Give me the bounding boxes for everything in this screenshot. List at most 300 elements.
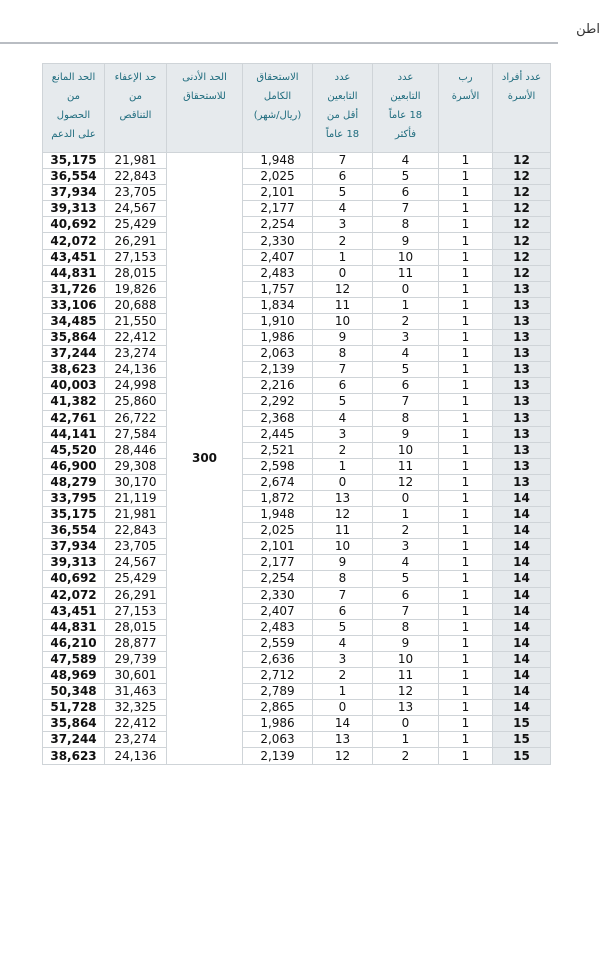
cell-family-members: 12	[493, 201, 551, 217]
cell-dependents-18-plus: 0	[373, 490, 439, 506]
cell-full-entitlement: 2,483	[243, 619, 313, 635]
cell-decrease-exemption: 23,705	[105, 185, 167, 201]
cell-decrease-exemption: 24,136	[105, 748, 167, 764]
cell-support-cutoff: 41,382	[43, 394, 105, 410]
cell-support-cutoff: 42,761	[43, 410, 105, 426]
table-row	[43, 217, 551, 233]
cell-decrease-exemption: 23,274	[105, 346, 167, 362]
cell-dependents-under-18: 0	[313, 265, 373, 281]
table-row	[43, 346, 551, 362]
cell-family-members: 13	[493, 362, 551, 378]
cell-support-cutoff: 34,485	[43, 313, 105, 329]
cell-family-head: 1	[439, 394, 493, 410]
cell-family-head: 1	[439, 346, 493, 362]
cell-family-head: 1	[439, 571, 493, 587]
table-row	[43, 458, 551, 474]
header-min-entitlement: الحد الأدنى للاستحقاق	[167, 64, 243, 153]
cell-family-members: 14	[493, 571, 551, 587]
cell-full-entitlement: 2,063	[243, 732, 313, 748]
cell-dependents-18-plus: 3	[373, 539, 439, 555]
cell-family-members: 13	[493, 346, 551, 362]
cell-support-cutoff: 38,623	[43, 362, 105, 378]
cell-decrease-exemption: 26,291	[105, 587, 167, 603]
cell-decrease-exemption: 26,291	[105, 233, 167, 249]
cell-dependents-under-18: 11	[313, 297, 373, 313]
cell-decrease-exemption: 27,584	[105, 426, 167, 442]
cell-dependents-18-plus: 8	[373, 619, 439, 635]
cell-full-entitlement: 1,757	[243, 281, 313, 297]
cell-family-head: 1	[439, 523, 493, 539]
cell-full-entitlement: 1,872	[243, 490, 313, 506]
table-row	[43, 507, 551, 523]
table-row	[43, 539, 551, 555]
cell-full-entitlement: 1,948	[243, 153, 313, 169]
cell-support-cutoff: 44,831	[43, 265, 105, 281]
cell-support-cutoff: 47,589	[43, 651, 105, 667]
cell-family-head: 1	[439, 458, 493, 474]
cell-family-head: 1	[439, 249, 493, 265]
table-row	[43, 571, 551, 587]
table-row	[43, 700, 551, 716]
cell-support-cutoff: 48,969	[43, 668, 105, 684]
cell-family-members: 13	[493, 474, 551, 490]
header-partial-word: اطن	[576, 22, 600, 37]
cell-dependents-18-plus: 2	[373, 313, 439, 329]
cell-dependents-under-18: 3	[313, 651, 373, 667]
cell-support-cutoff: 40,692	[43, 571, 105, 587]
cell-dependents-under-18: 8	[313, 571, 373, 587]
cell-dependents-under-18: 9	[313, 555, 373, 571]
table-row	[43, 233, 551, 249]
table-row	[43, 716, 551, 732]
cell-dependents-18-plus: 0	[373, 716, 439, 732]
cell-family-head: 1	[439, 265, 493, 281]
cell-family-head: 1	[439, 587, 493, 603]
table-row	[43, 490, 551, 506]
cell-dependents-18-plus: 9	[373, 233, 439, 249]
cell-decrease-exemption: 24,998	[105, 378, 167, 394]
cell-support-cutoff: 42,072	[43, 233, 105, 249]
header-dependents-under-18: عدد التابعين أقل من 18 عاماً	[313, 64, 373, 153]
cell-family-head: 1	[439, 313, 493, 329]
cell-full-entitlement: 2,789	[243, 684, 313, 700]
cell-dependents-under-18: 0	[313, 700, 373, 716]
cell-family-head: 1	[439, 330, 493, 346]
cell-dependents-18-plus: 5	[373, 362, 439, 378]
cell-family-head: 1	[439, 555, 493, 571]
cell-dependents-under-18: 4	[313, 201, 373, 217]
cell-decrease-exemption: 24,136	[105, 362, 167, 378]
cell-full-entitlement: 2,063	[243, 346, 313, 362]
table-row	[43, 603, 551, 619]
cell-full-entitlement: 2,177	[243, 201, 313, 217]
cell-support-cutoff: 44,141	[43, 426, 105, 442]
table-row	[43, 185, 551, 201]
cell-support-cutoff: 46,900	[43, 458, 105, 474]
cell-decrease-exemption: 23,274	[105, 732, 167, 748]
cell-decrease-exemption: 25,429	[105, 571, 167, 587]
table-row	[43, 297, 551, 313]
cell-family-members: 14	[493, 635, 551, 651]
cell-family-head: 1	[439, 474, 493, 490]
cell-dependents-under-18: 7	[313, 153, 373, 169]
cell-full-entitlement: 1,986	[243, 716, 313, 732]
cell-dependents-under-18: 1	[313, 249, 373, 265]
cell-support-cutoff: 35,864	[43, 330, 105, 346]
cell-family-head: 1	[439, 378, 493, 394]
cell-dependents-under-18: 14	[313, 716, 373, 732]
cell-support-cutoff: 33,106	[43, 297, 105, 313]
cell-family-members: 14	[493, 603, 551, 619]
cell-dependents-under-18: 2	[313, 233, 373, 249]
cell-family-members: 14	[493, 700, 551, 716]
cell-support-cutoff: 33,795	[43, 490, 105, 506]
header-divider	[0, 42, 558, 44]
cell-min-entitlement: 300	[167, 153, 243, 765]
cell-dependents-18-plus: 9	[373, 426, 439, 442]
cell-dependents-under-18: 4	[313, 635, 373, 651]
cell-family-head: 1	[439, 507, 493, 523]
cell-family-members: 12	[493, 169, 551, 185]
cell-family-members: 13	[493, 410, 551, 426]
cell-family-head: 1	[439, 426, 493, 442]
cell-dependents-18-plus: 10	[373, 651, 439, 667]
cell-family-members: 13	[493, 378, 551, 394]
header-family-head: رب الأسرة	[439, 64, 493, 153]
cell-dependents-under-18: 5	[313, 394, 373, 410]
cell-full-entitlement: 2,330	[243, 233, 313, 249]
cell-full-entitlement: 2,025	[243, 523, 313, 539]
cell-family-head: 1	[439, 716, 493, 732]
cell-decrease-exemption: 21,981	[105, 153, 167, 169]
cell-dependents-18-plus: 12	[373, 684, 439, 700]
cell-family-head: 1	[439, 201, 493, 217]
table-row	[43, 684, 551, 700]
cell-dependents-18-plus: 9	[373, 635, 439, 651]
cell-support-cutoff: 40,003	[43, 378, 105, 394]
cell-dependents-under-18: 11	[313, 523, 373, 539]
cell-family-members: 14	[493, 523, 551, 539]
cell-decrease-exemption: 23,705	[105, 539, 167, 555]
cell-support-cutoff: 39,313	[43, 555, 105, 571]
cell-decrease-exemption: 21,981	[105, 507, 167, 523]
cell-dependents-under-18: 12	[313, 748, 373, 764]
table-row	[43, 410, 551, 426]
cell-support-cutoff: 36,554	[43, 523, 105, 539]
cell-full-entitlement: 1,834	[243, 297, 313, 313]
cell-family-head: 1	[439, 635, 493, 651]
cell-support-cutoff: 44,831	[43, 619, 105, 635]
cell-decrease-exemption: 27,153	[105, 603, 167, 619]
cell-decrease-exemption: 25,860	[105, 394, 167, 410]
header-support-cutoff: الحد المانع من الحصول على الدعم	[43, 64, 105, 153]
cell-family-members: 13	[493, 281, 551, 297]
table-row	[43, 313, 551, 329]
cell-family-head: 1	[439, 700, 493, 716]
cell-dependents-18-plus: 6	[373, 185, 439, 201]
cell-family-head: 1	[439, 281, 493, 297]
cell-family-members: 14	[493, 651, 551, 667]
cell-dependents-under-18: 13	[313, 490, 373, 506]
cell-full-entitlement: 2,101	[243, 539, 313, 555]
table-row	[43, 201, 551, 217]
cell-decrease-exemption: 28,446	[105, 442, 167, 458]
cell-dependents-under-18: 2	[313, 668, 373, 684]
cell-dependents-18-plus: 10	[373, 442, 439, 458]
table-row	[43, 619, 551, 635]
cell-family-members: 12	[493, 217, 551, 233]
cell-dependents-18-plus: 13	[373, 700, 439, 716]
cell-support-cutoff: 46,210	[43, 635, 105, 651]
cell-support-cutoff: 37,244	[43, 346, 105, 362]
cell-support-cutoff: 51,728	[43, 700, 105, 716]
cell-full-entitlement: 2,712	[243, 668, 313, 684]
cell-family-members: 14	[493, 539, 551, 555]
cell-family-head: 1	[439, 169, 493, 185]
cell-dependents-18-plus: 1	[373, 507, 439, 523]
table-row	[43, 281, 551, 297]
cell-dependents-18-plus: 4	[373, 555, 439, 571]
cell-decrease-exemption: 29,739	[105, 651, 167, 667]
cell-decrease-exemption: 28,015	[105, 265, 167, 281]
cell-dependents-under-18: 0	[313, 474, 373, 490]
cell-full-entitlement: 2,216	[243, 378, 313, 394]
cell-support-cutoff: 35,864	[43, 716, 105, 732]
cell-decrease-exemption: 28,015	[105, 619, 167, 635]
cell-dependents-under-18: 6	[313, 378, 373, 394]
cell-support-cutoff: 43,451	[43, 603, 105, 619]
cell-family-head: 1	[439, 539, 493, 555]
table-row	[43, 668, 551, 684]
cell-dependents-under-18: 10	[313, 313, 373, 329]
cell-family-members: 13	[493, 297, 551, 313]
cell-support-cutoff: 42,072	[43, 587, 105, 603]
cell-full-entitlement: 1,948	[243, 507, 313, 523]
cell-dependents-under-18: 4	[313, 410, 373, 426]
table-row	[43, 169, 551, 185]
cell-dependents-under-18: 2	[313, 442, 373, 458]
cell-family-members: 12	[493, 153, 551, 169]
table-row	[43, 555, 551, 571]
cell-support-cutoff: 39,313	[43, 201, 105, 217]
cell-dependents-18-plus: 4	[373, 346, 439, 362]
cell-dependents-18-plus: 2	[373, 748, 439, 764]
cell-family-members: 14	[493, 490, 551, 506]
cell-family-head: 1	[439, 668, 493, 684]
cell-support-cutoff: 43,451	[43, 249, 105, 265]
cell-support-cutoff: 35,175	[43, 153, 105, 169]
cell-family-head: 1	[439, 362, 493, 378]
cell-full-entitlement: 2,407	[243, 249, 313, 265]
cell-dependents-18-plus: 7	[373, 603, 439, 619]
cell-full-entitlement: 2,483	[243, 265, 313, 281]
table-row	[43, 732, 551, 748]
cell-decrease-exemption: 24,567	[105, 555, 167, 571]
cell-family-members: 13	[493, 442, 551, 458]
cell-full-entitlement: 2,025	[243, 169, 313, 185]
header-family-members: عدد أفراد الأسرة	[493, 64, 551, 153]
cell-decrease-exemption: 21,119	[105, 490, 167, 506]
cell-decrease-exemption: 32,325	[105, 700, 167, 716]
cell-full-entitlement: 1,986	[243, 330, 313, 346]
header-decrease-exemption: حد الإعفاء من التناقص	[105, 64, 167, 153]
cell-decrease-exemption: 31,463	[105, 684, 167, 700]
cell-dependents-under-18: 9	[313, 330, 373, 346]
table-row	[43, 651, 551, 667]
cell-family-head: 1	[439, 748, 493, 764]
cell-family-members: 14	[493, 587, 551, 603]
table-row	[43, 523, 551, 539]
cell-family-head: 1	[439, 442, 493, 458]
cell-dependents-18-plus: 1	[373, 297, 439, 313]
cell-family-members: 15	[493, 732, 551, 748]
cell-family-head: 1	[439, 732, 493, 748]
cell-decrease-exemption: 30,170	[105, 474, 167, 490]
cell-dependents-18-plus: 0	[373, 281, 439, 297]
cell-full-entitlement: 2,407	[243, 603, 313, 619]
cell-support-cutoff: 48,279	[43, 474, 105, 490]
cell-support-cutoff: 40,692	[43, 217, 105, 233]
cell-decrease-exemption: 27,153	[105, 249, 167, 265]
cell-dependents-18-plus: 4	[373, 153, 439, 169]
cell-support-cutoff: 38,623	[43, 748, 105, 764]
cell-full-entitlement: 2,292	[243, 394, 313, 410]
cell-decrease-exemption: 30,601	[105, 668, 167, 684]
cell-dependents-under-18: 5	[313, 619, 373, 635]
cell-support-cutoff: 37,934	[43, 185, 105, 201]
cell-dependents-under-18: 12	[313, 281, 373, 297]
table-row	[43, 330, 551, 346]
cell-family-head: 1	[439, 217, 493, 233]
cell-support-cutoff: 31,726	[43, 281, 105, 297]
table-row	[43, 153, 551, 169]
cell-dependents-under-18: 1	[313, 684, 373, 700]
cell-family-head: 1	[439, 490, 493, 506]
cell-family-members: 12	[493, 185, 551, 201]
cell-decrease-exemption: 28,877	[105, 635, 167, 651]
cell-full-entitlement: 2,139	[243, 748, 313, 764]
cell-full-entitlement: 2,865	[243, 700, 313, 716]
cell-dependents-under-18: 6	[313, 169, 373, 185]
cell-family-head: 1	[439, 651, 493, 667]
cell-decrease-exemption: 20,688	[105, 297, 167, 313]
cell-family-members: 15	[493, 716, 551, 732]
cell-full-entitlement: 2,674	[243, 474, 313, 490]
table-row	[43, 635, 551, 651]
cell-support-cutoff: 36,554	[43, 169, 105, 185]
table-row	[43, 748, 551, 764]
table-row	[43, 426, 551, 442]
cell-family-members: 14	[493, 555, 551, 571]
cell-decrease-exemption: 22,843	[105, 523, 167, 539]
cell-dependents-18-plus: 5	[373, 571, 439, 587]
cell-family-members: 15	[493, 748, 551, 764]
cell-dependents-18-plus: 7	[373, 201, 439, 217]
cell-dependents-18-plus: 6	[373, 378, 439, 394]
cell-support-cutoff: 45,520	[43, 442, 105, 458]
subsidy-table	[42, 63, 551, 765]
cell-family-members: 13	[493, 330, 551, 346]
cell-full-entitlement: 2,368	[243, 410, 313, 426]
cell-dependents-under-18: 3	[313, 426, 373, 442]
cell-dependents-under-18: 7	[313, 587, 373, 603]
cell-full-entitlement: 2,101	[243, 185, 313, 201]
cell-family-members: 13	[493, 426, 551, 442]
cell-family-head: 1	[439, 684, 493, 700]
cell-full-entitlement: 2,177	[243, 555, 313, 571]
table-row	[43, 265, 551, 281]
cell-full-entitlement: 2,254	[243, 571, 313, 587]
cell-dependents-18-plus: 11	[373, 458, 439, 474]
table-row	[43, 378, 551, 394]
cell-dependents-18-plus: 11	[373, 668, 439, 684]
table-row	[43, 249, 551, 265]
cell-dependents-under-18: 5	[313, 185, 373, 201]
cell-dependents-18-plus: 10	[373, 249, 439, 265]
cell-decrease-exemption: 22,843	[105, 169, 167, 185]
cell-full-entitlement: 1,910	[243, 313, 313, 329]
cell-decrease-exemption: 24,567	[105, 201, 167, 217]
cell-family-members: 13	[493, 394, 551, 410]
cell-family-head: 1	[439, 185, 493, 201]
table-body	[43, 153, 551, 765]
cell-decrease-exemption: 21,550	[105, 313, 167, 329]
cell-full-entitlement: 2,139	[243, 362, 313, 378]
cell-full-entitlement: 2,254	[243, 217, 313, 233]
cell-decrease-exemption: 25,429	[105, 217, 167, 233]
cell-dependents-under-18: 7	[313, 362, 373, 378]
cell-decrease-exemption: 26,722	[105, 410, 167, 426]
cell-dependents-18-plus: 7	[373, 394, 439, 410]
cell-family-members: 12	[493, 265, 551, 281]
cell-dependents-18-plus: 8	[373, 217, 439, 233]
cell-dependents-under-18: 1	[313, 458, 373, 474]
header-dependents-18-plus: عدد التابعين 18 عاماً فأكثر	[373, 64, 439, 153]
cell-support-cutoff: 35,175	[43, 507, 105, 523]
cell-family-members: 12	[493, 249, 551, 265]
cell-family-members: 12	[493, 233, 551, 249]
cell-decrease-exemption: 22,412	[105, 330, 167, 346]
cell-dependents-18-plus: 2	[373, 523, 439, 539]
cell-family-head: 1	[439, 297, 493, 313]
cell-family-members: 14	[493, 668, 551, 684]
cell-support-cutoff: 50,348	[43, 684, 105, 700]
cell-family-head: 1	[439, 410, 493, 426]
cell-family-head: 1	[439, 619, 493, 635]
cell-decrease-exemption: 29,308	[105, 458, 167, 474]
cell-decrease-exemption: 19,826	[105, 281, 167, 297]
cell-dependents-18-plus: 1	[373, 732, 439, 748]
cell-family-members: 14	[493, 684, 551, 700]
cell-dependents-under-18: 8	[313, 346, 373, 362]
cell-family-members: 14	[493, 507, 551, 523]
cell-family-head: 1	[439, 233, 493, 249]
table-row	[43, 362, 551, 378]
cell-full-entitlement: 2,445	[243, 426, 313, 442]
table-header-row	[43, 64, 551, 153]
table-row	[43, 394, 551, 410]
cell-family-members: 13	[493, 458, 551, 474]
cell-full-entitlement: 2,330	[243, 587, 313, 603]
cell-family-members: 13	[493, 313, 551, 329]
table-row	[43, 474, 551, 490]
cell-full-entitlement: 2,521	[243, 442, 313, 458]
cell-dependents-18-plus: 6	[373, 587, 439, 603]
cell-dependents-under-18: 13	[313, 732, 373, 748]
cell-dependents-18-plus: 11	[373, 265, 439, 281]
header-full-entitlement: الاستحقاق الكامل (ريال/شهر)	[243, 64, 313, 153]
cell-family-head: 1	[439, 603, 493, 619]
